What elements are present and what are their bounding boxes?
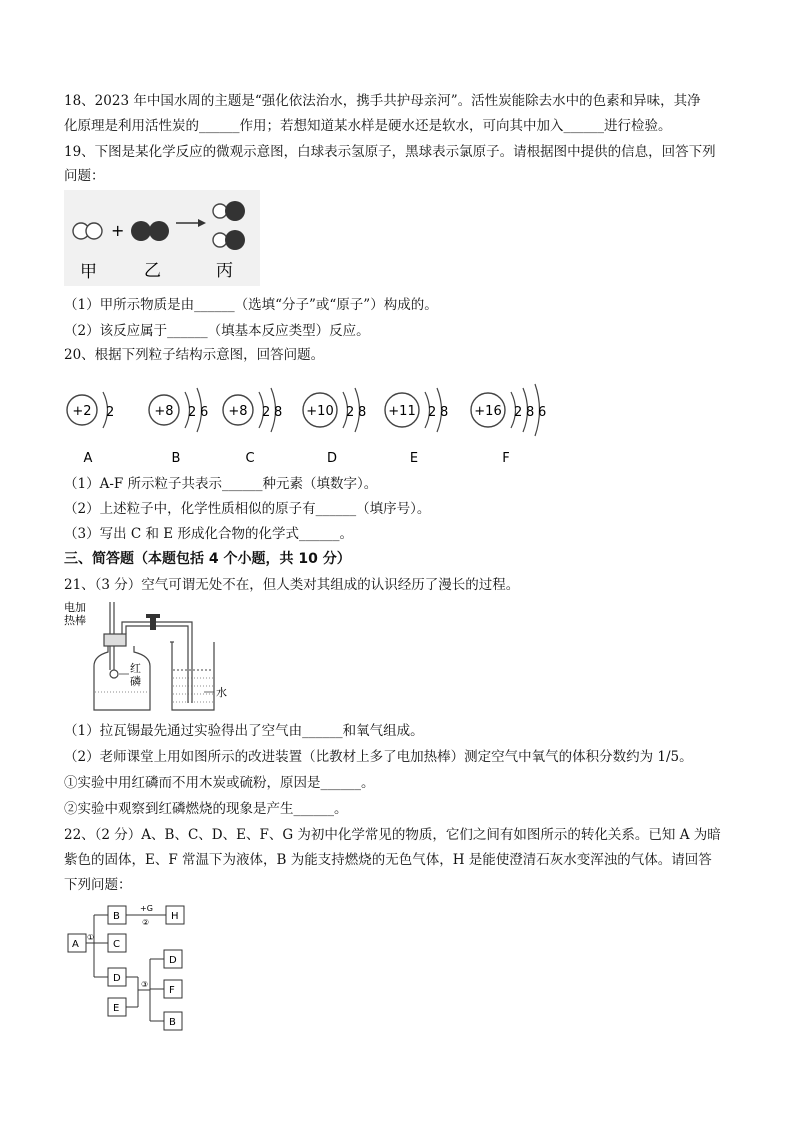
node-out-B: B — [169, 1017, 176, 1028]
particle-f — [471, 384, 546, 466]
particle-letter: B — [171, 451, 181, 466]
q21-line-1: 21、（3 分）空气可谓无处不在，但人类对其组成的认识经历了漫长的过程。 — [64, 577, 520, 593]
q19-line-1: 19、下图是某化学反应的微观示意图，白球表示氢原子，黑球表示氯原子。请根据图中提供的信息，回答下列 — [64, 144, 716, 160]
nucleus-charge: +16 — [474, 404, 502, 419]
q21-sub-2: （2）老师课堂上用如图所示的改进装置（比教材上多了电加热棒）测定空气中氧气的体积分数约为 1/5。 — [64, 749, 693, 765]
particle-c — [223, 388, 282, 466]
q20-sub-2: （2）上述粒子中，化学性质相似的原子有______（填序号）。 — [64, 501, 431, 517]
node-C: C — [113, 939, 120, 950]
particle-e — [385, 388, 448, 466]
phosphorus-label-1: 红 — [130, 662, 141, 675]
q20-sub-1: （1）A-F 所示粒子共表示______种元素（填数字）。 — [64, 476, 378, 492]
nucleus-charge: +10 — [306, 404, 334, 419]
q22-line-3: 下列问题： — [64, 877, 132, 893]
electron-count: 2 — [514, 405, 523, 420]
nucleus-charge: +2 — [72, 404, 92, 419]
electron-count: 6 — [538, 405, 547, 420]
q21-sub-4: ②实验中观察到红磷燃烧的现象是产生______。 — [64, 801, 348, 817]
q22-line-2: 紫色的固体，E、F 常温下为液体，B 为能支持燃烧的无色气体，H 是能使澄清石灰水变浑浊的气体。请回答 — [64, 852, 712, 868]
node-out-F: F — [169, 985, 175, 996]
electron-count: 8 — [274, 405, 283, 420]
step-3-marker: ③ — [141, 980, 149, 989]
q19-sub-1: （1）甲所示物质是由______（选填“分子”或“原子”）构成的。 — [64, 297, 438, 313]
particle-letter: E — [409, 451, 419, 466]
electron-count: 8 — [526, 405, 535, 420]
electron-count: 6 — [200, 405, 209, 420]
phosphorus-label-2: 磷 — [130, 675, 141, 688]
q19-reaction-figure — [64, 190, 260, 286]
q22-conversion-diagram — [64, 898, 204, 1038]
step-2-marker: ② — [142, 918, 150, 927]
water-label: 水 — [216, 686, 227, 699]
label-yi: 乙 — [144, 261, 161, 281]
plus-G-label: +G — [140, 904, 153, 913]
label-bing: 丙 — [216, 261, 233, 281]
q19-line-2: 问题： — [64, 168, 105, 184]
node-E: E — [113, 1003, 120, 1014]
q19-sub-2: （2）该反应属于______（填基本反应类型）反应。 — [64, 323, 370, 339]
particle-a — [67, 392, 114, 466]
rod-label-1: 电加 — [64, 601, 86, 614]
plus-sign: + — [111, 221, 125, 240]
section-3-heading: 三、简答题（本题包括 4 个小题，共 10 分） — [64, 551, 351, 567]
q21-sub-3: ①实验中用红磷而不用木炭或硫粉，原因是______。 — [64, 775, 375, 791]
q18-line-1: 18、2023 年中国水周的主题是“强化依法治水，携手共护母亲河”。活性炭能除去水中的色素和异味，其净 — [64, 93, 701, 109]
node-out-D: D — [169, 955, 177, 966]
nucleus-charge: +11 — [388, 404, 416, 419]
q21-apparatus-figure — [64, 600, 234, 715]
hydrogen-molecule-icon — [73, 223, 102, 239]
particle-letter: A — [83, 451, 93, 466]
step-1-marker: ① — [87, 933, 95, 942]
nucleus-charge: +8 — [154, 404, 174, 419]
label-jia: 甲 — [80, 262, 97, 282]
particle-letter: C — [245, 451, 255, 466]
node-A: A — [72, 939, 79, 950]
q22-line-1: 22、（2 分）A、B、C、D、E、F、G 为初中化学常见的物质，它们之间有如图所示的转化关系。已知 A 为暗 — [64, 827, 721, 843]
node-B: B — [113, 911, 120, 922]
electron-count: 2 — [346, 405, 355, 420]
node-D: D — [113, 973, 121, 984]
q20-particle-structures — [64, 366, 584, 466]
electron-count: 2 — [428, 405, 437, 420]
electron-count: 2 — [106, 405, 115, 420]
electron-count: 8 — [440, 405, 449, 420]
q20-line-1: 20、根据下列粒子结构示意图，回答问题。 — [64, 347, 325, 363]
particle-b — [149, 388, 208, 466]
node-H: H — [171, 911, 179, 922]
nucleus-charge: +8 — [228, 404, 248, 419]
q20-sub-3: （3）写出 C 和 E 形成化合物的化学式______。 — [64, 526, 353, 542]
particle-letter: D — [326, 451, 338, 466]
water-surface — [173, 670, 213, 709]
q18-line-2: 化原理是利用活性炭的______作用；若想知道某水样是硬水还是软水，可向其中加入______进行检验。 — [64, 118, 672, 134]
q21-sub-1: （1）拉瓦锡最先通过实验得出了空气由______和氧气组成。 — [64, 723, 424, 739]
particle-d — [303, 388, 366, 466]
electron-count: 8 — [358, 405, 367, 420]
electron-count: 2 — [188, 405, 197, 420]
electron-count: 2 — [262, 405, 271, 420]
particle-letter: F — [502, 451, 510, 466]
rod-label-2: 热棒 — [64, 614, 86, 627]
